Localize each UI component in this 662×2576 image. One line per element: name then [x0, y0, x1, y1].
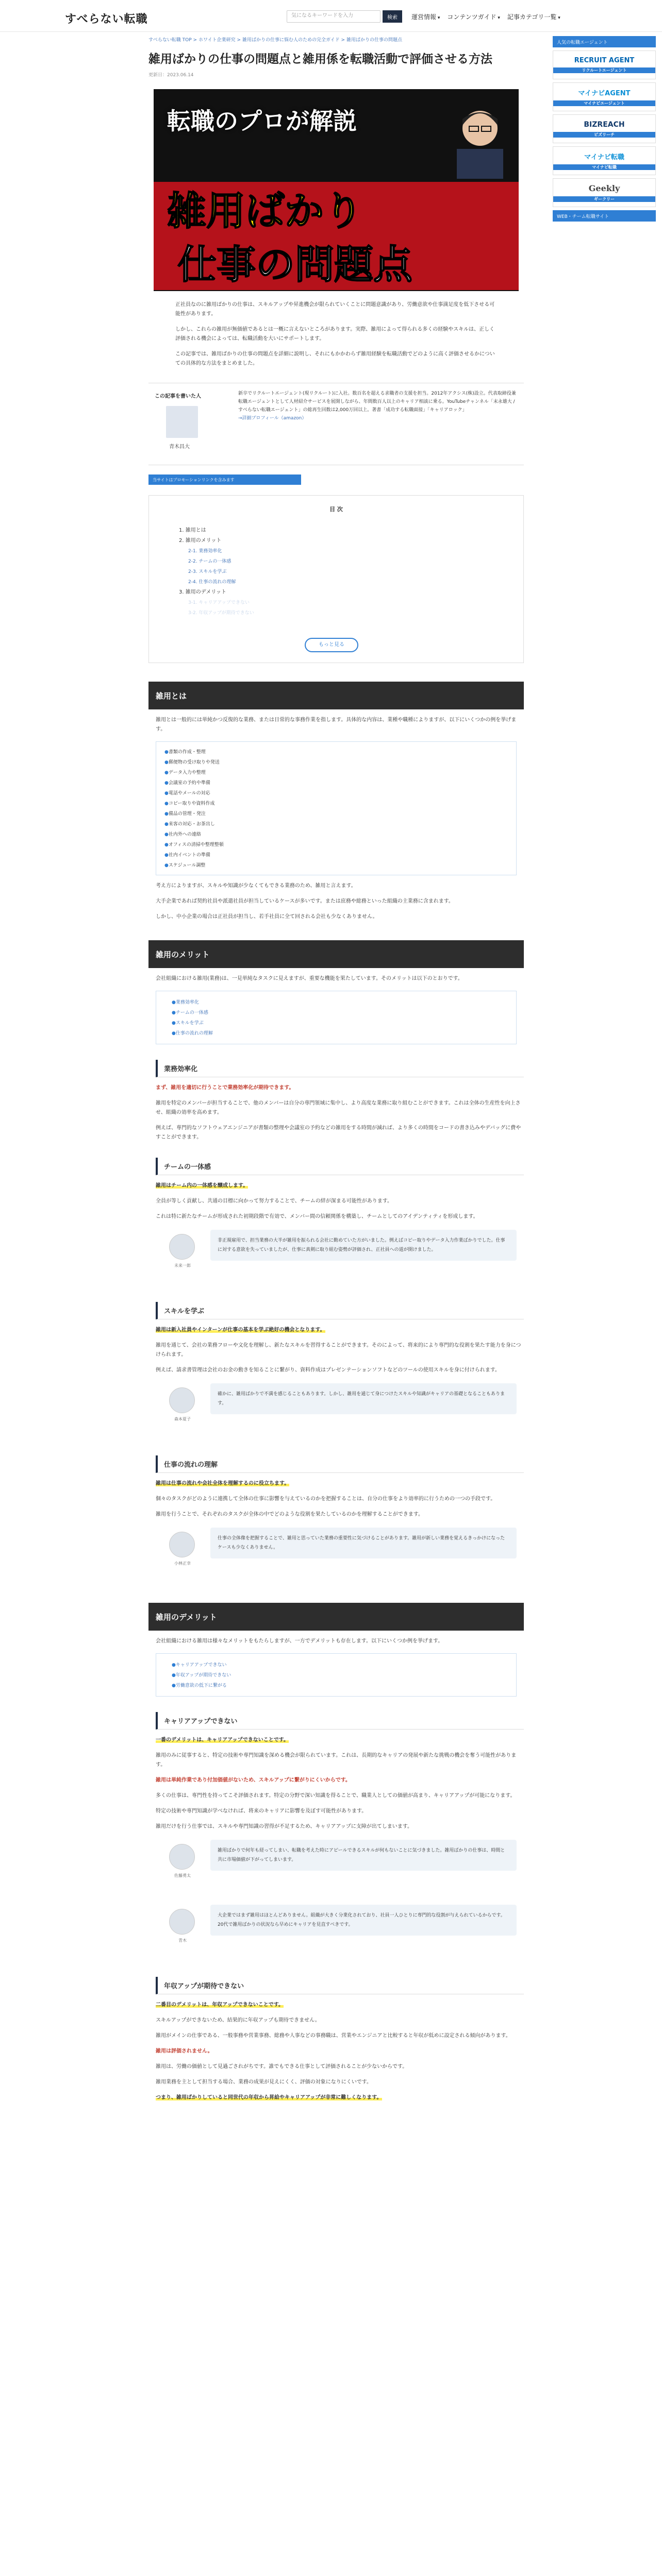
list-item: ● 電話やメールの対応 [164, 788, 516, 799]
toc-subitem[interactable]: 3-1. キャリアアップできない [188, 600, 250, 605]
paragraph: 考え方によりますが、スキルや知識が少なくてもできる業務のため、雑用と言えます。 [156, 883, 356, 889]
agent-banner-mynavi-tenshoku[interactable] [553, 146, 656, 175]
anchor-link[interactable]: ● 業務効率化 [172, 997, 516, 1008]
paragraph: スキルアップができないため、結果的に年収アップも期待できません。 [156, 2018, 320, 2023]
section-heading: 雑用とは [148, 682, 524, 709]
merit-links [156, 991, 517, 1044]
subsection-heading: スキルを学ぶ [156, 1302, 524, 1319]
list-item: ● コピー取りや資料作成 [164, 799, 516, 809]
subsection-heading: キャリアアップできない [156, 1712, 524, 1730]
agent-banner-recruit[interactable] [553, 50, 656, 79]
list-item: ● 郵便物の受け取りや発送 [164, 757, 516, 768]
banner-name: マイナビAGENT [578, 90, 631, 97]
list-item: ● 社内イベントの準備 [164, 850, 516, 860]
sidebar-web-banner[interactable]: WEB・チーム転職サイト [553, 210, 656, 222]
anchor-link[interactable]: ● スキルを学ぶ [172, 1018, 516, 1028]
nav-about[interactable]: 運営情報 ▾ [411, 12, 440, 21]
subsection-heading: チームの一体感 [156, 1158, 524, 1175]
paragraph [148, 2093, 524, 2103]
search-input[interactable]: 気になるキーワードを入力 [287, 10, 380, 23]
paragraph: 多くの仕事は、専門性を持ってこそ評価されます。特定の分野で深い知識を得ることで、職業人としての価値が高まり、キャリアアップが可能になります。 [156, 1793, 516, 1799]
list-item: ● 書類の作成・整理 [164, 747, 516, 757]
paragraph [148, 2001, 524, 2010]
emphasis-text: まず、雑用を適切に行うことで業務効率化が期待できます。 [156, 1085, 294, 1091]
banner-caption: ギークリー [553, 196, 655, 202]
paragraph: 雑用とは一般的には単純かつ反復的な業務、または日常的な事務作業を指します。具体的な内容は、業種や職種によりますが、以下にいくつかの例を挙げます。 [156, 717, 517, 732]
paragraph: 大手企業であれば契約社員や派遣社員が担当しているケースが多いです。または庶務や総務といった組織の主業務に含まれます。 [156, 899, 454, 904]
toc-subitem[interactable]: 2-3. スキルを学ぶ [188, 569, 227, 574]
banner-caption: ビズリーチ [553, 132, 655, 138]
page-title: 雑用ばかりの仕事の問題点と雑用係を転職活動で評価させる方法 [148, 53, 492, 66]
paragraph [148, 2047, 524, 2056]
banner-name: マイナビ転職 [584, 154, 624, 161]
paragraph: 雑用を行うことで、それぞれのタスクが全体の中でどのような役割を果たしているのかを理解することができます。 [156, 1512, 423, 1517]
intro-paragraph: しかし、これらの雑用が無価値であるとは一概に言えないところがあります。実際、雑用によって得られる多くの経験やスキルは、正しく評価される機会によっては、転職活動を大いにサポートします。 [175, 327, 495, 342]
agent-banner-bizreach[interactable] [553, 114, 656, 143]
paragraph [148, 1181, 524, 1191]
speech-bubble: 仕事の全体像を把握することで、雑用と思っていた業務の重要性に気づけることがあります。雑用が新しい業務を覚えるきっかけになったケースも少なくありません。 [210, 1528, 517, 1558]
paragraph [148, 1479, 524, 1488]
toc-subitem[interactable]: 2-2. チームの一体感 [188, 559, 231, 564]
subsection-heading: 業務効率化 [156, 1060, 524, 1077]
hero-line-1: 雑用ばかり [167, 188, 363, 234]
paragraph [148, 1083, 524, 1093]
hero-image [154, 89, 519, 291]
paragraph: 雑用がメインの仕事である、一般事務や営業事務、総務や人事などの事務職は、営業やエンジニアと比較すると年収が低めに設定される傾向があります。 [156, 2033, 511, 2039]
author-label: この記事を書いた人 [155, 394, 201, 399]
paragraph: 個々のタスクがどのように連携して全体の仕事に影響を与えているのかを把握することは、自分の仕事をより効率的に行うための一つの手段です。 [156, 1496, 496, 1502]
avatar [169, 1909, 195, 1935]
paragraph: 雑用を特定のメンバーが担当することで、他のメンバーは自分の専門領域に集中し、より高度な業務に取り組むことができます。これは全体の生産性を向上させ、組織の効率を高めます。 [156, 1100, 521, 1115]
anchor-link[interactable]: ● 仕事の流れの理解 [172, 1028, 516, 1039]
avatar [169, 1844, 195, 1870]
author-bio [238, 389, 517, 422]
intro-paragraph: 正社員なのに雑用ばかりの仕事は、スキルアップや昇進機会が限られていくことに問題意識があり、労働意欲や仕事満足度を低下させる可能性があります。 [175, 302, 495, 317]
paragraph [148, 1736, 524, 1745]
testimonial-name: 佐藤勇太 [174, 1873, 191, 1878]
author-name: 青木昌大 [169, 444, 190, 450]
testimonial-name: 青木 [178, 1938, 187, 1943]
paragraph: 会社組織における雑用(業務)は、一見単純なタスクに見えますが、重要な機能を果たしています。そのメリットは以下のとおりです。 [156, 976, 463, 981]
speech-bubble: 雑用ばかりで何年も経ってしまい、転職を考えた時にアピールできるスキルが何もないことに気づきました。雑用ばかりの仕事は、時間と共に市場価値が下がってしまいます。 [210, 1840, 517, 1871]
paragraph: 雑用だけを行う仕事では、スキルや専門知識の習得が不足するため、キャリアアップに支障が出てしまいます。 [156, 1824, 412, 1829]
promotion-notice: 当サイトはプロモーションリンクを含みます [148, 474, 301, 485]
paragraph: 会社組織における雑用は様々なメリットをもたらしますが、一方でデメリットも存在します。以下にいくつか例を挙げます。 [156, 1638, 443, 1644]
paragraph: しかし、中小企業の場合は正社員が担当し、若手社員に全て回される会社も少なくありません。 [156, 914, 378, 920]
toc-item[interactable]: 2. 雑用のメリット [179, 538, 222, 544]
sidebar [553, 36, 656, 222]
avatar [166, 406, 198, 438]
testimonial-name: 未来一郎 [174, 1263, 191, 1268]
paragraph: 雑用は、労働の価値として見過ごされがちです。誰でもできる仕事として評価されることが少ないからです。 [156, 2064, 408, 2070]
speech-bubble: 大企業ではまず雑用はほとんどありません。組織が大きく分業化されており、社員一人ひとりに専門的な役割が与えられているからです。20代で雑用ばかりの状況なら早めにキャリアを見直すべきです。 [210, 1905, 517, 1936]
toc-subitem[interactable]: 2-1. 業務効率化 [188, 549, 222, 554]
speech-bubble: 確かに、雑用ばかりで不満を感じることもあります。しかし、雑用を通じて身につけたスキルや知識がキャリアの基礎となることもあります。 [210, 1383, 517, 1414]
avatar [169, 1387, 195, 1413]
list-item: ● スケジュール調整 [164, 860, 516, 871]
paragraph: 特定の技術や専門知識が学べなければ、将来のキャリアに影響を及ぼす可能性があります。 [156, 1808, 367, 1814]
testimonial [156, 1230, 517, 1286]
banner-name: RECRUIT AGENT [574, 57, 635, 64]
banner-name: BIZREACH [584, 120, 625, 129]
anchor-link[interactable]: ● キャリアアップできない [172, 1660, 516, 1670]
paragraph: これは特に新たなチームが形成された初期段階で有効で、メンバー間の信頼関係を構築し、チームとしてのアイデンティティを形成します。 [156, 1214, 478, 1219]
hero-top-text: 転職のプロが解説 [167, 107, 357, 135]
avatar [169, 1234, 195, 1260]
paragraph: 例えば、請求書管理は会社のお金の動きを知ることに繋がり、資料作成はプレゼンテーションソフトなどのツールの使用スキルを身に付けられます。 [156, 1367, 500, 1373]
article-main [148, 36, 524, 2103]
highlight-text: 雑用はチーム内の一体感を醸成します。 [156, 1183, 249, 1189]
breadcrumb[interactable]: すべらない転職 TOP > ホワイト企業研究 > 雑用ばかりの仕事に悩む人のための完全ガイド > 雑用ばかりの仕事の問題点 [148, 38, 402, 43]
nav-guide[interactable]: コンテンツガイド ▾ [447, 12, 500, 21]
author-box [148, 383, 524, 465]
paragraph [148, 1776, 524, 1785]
paragraph: 雑用業務を主として担当する場合、業務の成果が見えにくく、評価の対象になりにくいです。 [156, 2079, 372, 2085]
paragraph: 例えば、専門的なソフトウェアエンジニアが書類の整理や会議室の予約などの雑用をする時間が減れば、より多くの時間をコードの書き込みやデバッグに費やすことができます。 [156, 1125, 521, 1140]
updated-date: 更新日：2023.06.14 [148, 73, 194, 78]
testimonial [156, 1840, 517, 1896]
anchor-link[interactable]: ● 年収アップが期待できない [172, 1670, 516, 1681]
paragraph [148, 1326, 524, 1335]
anchor-link[interactable]: ● チームの一体感 [172, 1008, 516, 1018]
demerit-links [156, 1653, 517, 1697]
intro-paragraph: この記事では、雑用ばかりの仕事の問題点を詳細に説明し、それにもかかわらず雑用経験を転職活動でどのように高く評価させるかについての具体的な方法をまとめました。 [175, 351, 495, 366]
avatar [169, 1532, 195, 1557]
paragraph: 全員が等しく貢献し、共通の目標に向かって努力することで、チームの絆が深まる可能性があります。 [156, 1198, 392, 1204]
testimonial-name: 森本夏子 [174, 1417, 191, 1421]
paragraph: 雑用のみに従事すると、特定の技術や専門知識を深める機会が限られています。これは、長期的なキャリアの発展や新たな挑戦の機会を奪う可能性があります。 [156, 1753, 517, 1768]
anchor-link[interactable]: ● 労働意欲の低下に繋がる [172, 1681, 516, 1691]
highlight-text: 雑用は新入社員やインターンが仕事の基本を学ぶ絶好の機会となります。 [156, 1327, 325, 1333]
list-item: ● 会議室の予約や準備 [164, 778, 516, 788]
banner-caption: マイナビ転職 [553, 164, 655, 170]
table-of-contents [148, 495, 524, 663]
highlight-text: つまり、雑用ばかりしていると同世代の年収から昇給やキャリアアップが非常に難しくなります。 [156, 2095, 382, 2100]
author-bio-text: 新卒でリクルートエージェント(現リクルート)に入社。数百名を超える求職者の支援を担当。2012年アクシス(株)設立。代表取締役兼転職エージェントとして人材紹介サービスを展開しながら、年間数百人以上のキャリア相談に乗る。YouTubeチャンネル「末永雄大 / すべらない転職エージェント」の総再生回数は2,000万回以上。著書「成功する転職面接」「キャリアロック」 [238, 391, 516, 413]
site-header [0, 0, 662, 32]
global-nav [411, 12, 560, 21]
testimonial [156, 1905, 517, 1961]
agent-banner-geekly[interactable] [553, 178, 656, 207]
section-heading: 雑用のメリット [148, 940, 524, 968]
banner-caption: リクルートエージェント [553, 67, 655, 73]
chore-examples-list [156, 741, 517, 875]
highlight-text: 雑用は仕事の流れや会社全体を理解するのに役立ちます。 [156, 1481, 290, 1486]
list-item: ● データ入力や整理 [164, 768, 516, 778]
list-item: ● オフィスの清掃や整理整頓 [164, 840, 516, 850]
toc-item[interactable]: 1. 雑用とは [179, 528, 206, 533]
testimonial-name: 小林正幸 [174, 1561, 191, 1566]
section-heading: 雑用のデメリット [148, 1603, 524, 1631]
subsection-heading: 仕事の流れの理解 [156, 1455, 524, 1473]
toc-subitem[interactable]: 3-2. 年収アップが期待できない [188, 611, 254, 616]
toc-subitem[interactable]: 2-4. 仕事の流れの理解 [188, 580, 236, 585]
banner-caption: マイナビエージェント [553, 100, 655, 106]
testimonial [156, 1528, 517, 1584]
subsection-heading: 年収アップが期待できない [156, 1977, 524, 1994]
highlight-text: 一番のデメリットは、キャリアアップできないことです。 [156, 1737, 289, 1743]
emphasis-text: 雑用は単純作業であり付加価値がないため、スキルアップに繋がりにくいからです。 [156, 1777, 351, 1783]
highlight-text: 二番目のデメリットは、年収アップできないことです。 [156, 2002, 284, 2008]
toc-item[interactable]: 3. 雑用のデメリット [179, 589, 226, 595]
toc-title: 目 次 [329, 506, 343, 513]
agent-banner-mynavi-agent[interactable] [553, 82, 656, 111]
author-profile-link[interactable]: →詳細プロフィール（amazon） [238, 416, 307, 421]
list-item: ● 来客の対応・お茶出し [164, 819, 516, 829]
intro [148, 291, 524, 368]
paragraph: 雑用を通じて、会社の業務フローや文化を理解し、新たなスキルを習得することができます。そのによって、将来的により専門的な役割を果たす能力を身につけられます。 [156, 1343, 521, 1358]
site-logo[interactable]: すべらない転職 [65, 12, 148, 26]
search-button[interactable]: 検索 [383, 10, 402, 23]
banner-name: Geekly [588, 183, 620, 193]
hero-line-2: 仕事の問題点 [177, 242, 412, 287]
nav-categories[interactable]: 記事カテゴリ一覧 ▾ [507, 12, 560, 21]
testimonial [156, 1383, 517, 1440]
presenter-illustration [450, 101, 510, 179]
toc-more-button[interactable]: もっと見る [305, 638, 358, 652]
sidebar-heading: 人気の転職エージェント [553, 36, 656, 47]
list-item: ● 備品の管理・発注 [164, 809, 516, 819]
list-item: ● 社内外への連絡 [164, 829, 516, 840]
speech-bubble: 非正規雇用で、担当業務の大半が雑用を振られる会社に勤めていた方がいました。例えばコピー取りやデータ入力作業ばかりでした。仕事に対する意欲を失っていましたが、仕事に真剣に取り組む姿勢が評価され、正社員への道が開けました。 [210, 1230, 517, 1261]
emphasis-text: 雑用は評価されません。 [156, 2048, 213, 2054]
